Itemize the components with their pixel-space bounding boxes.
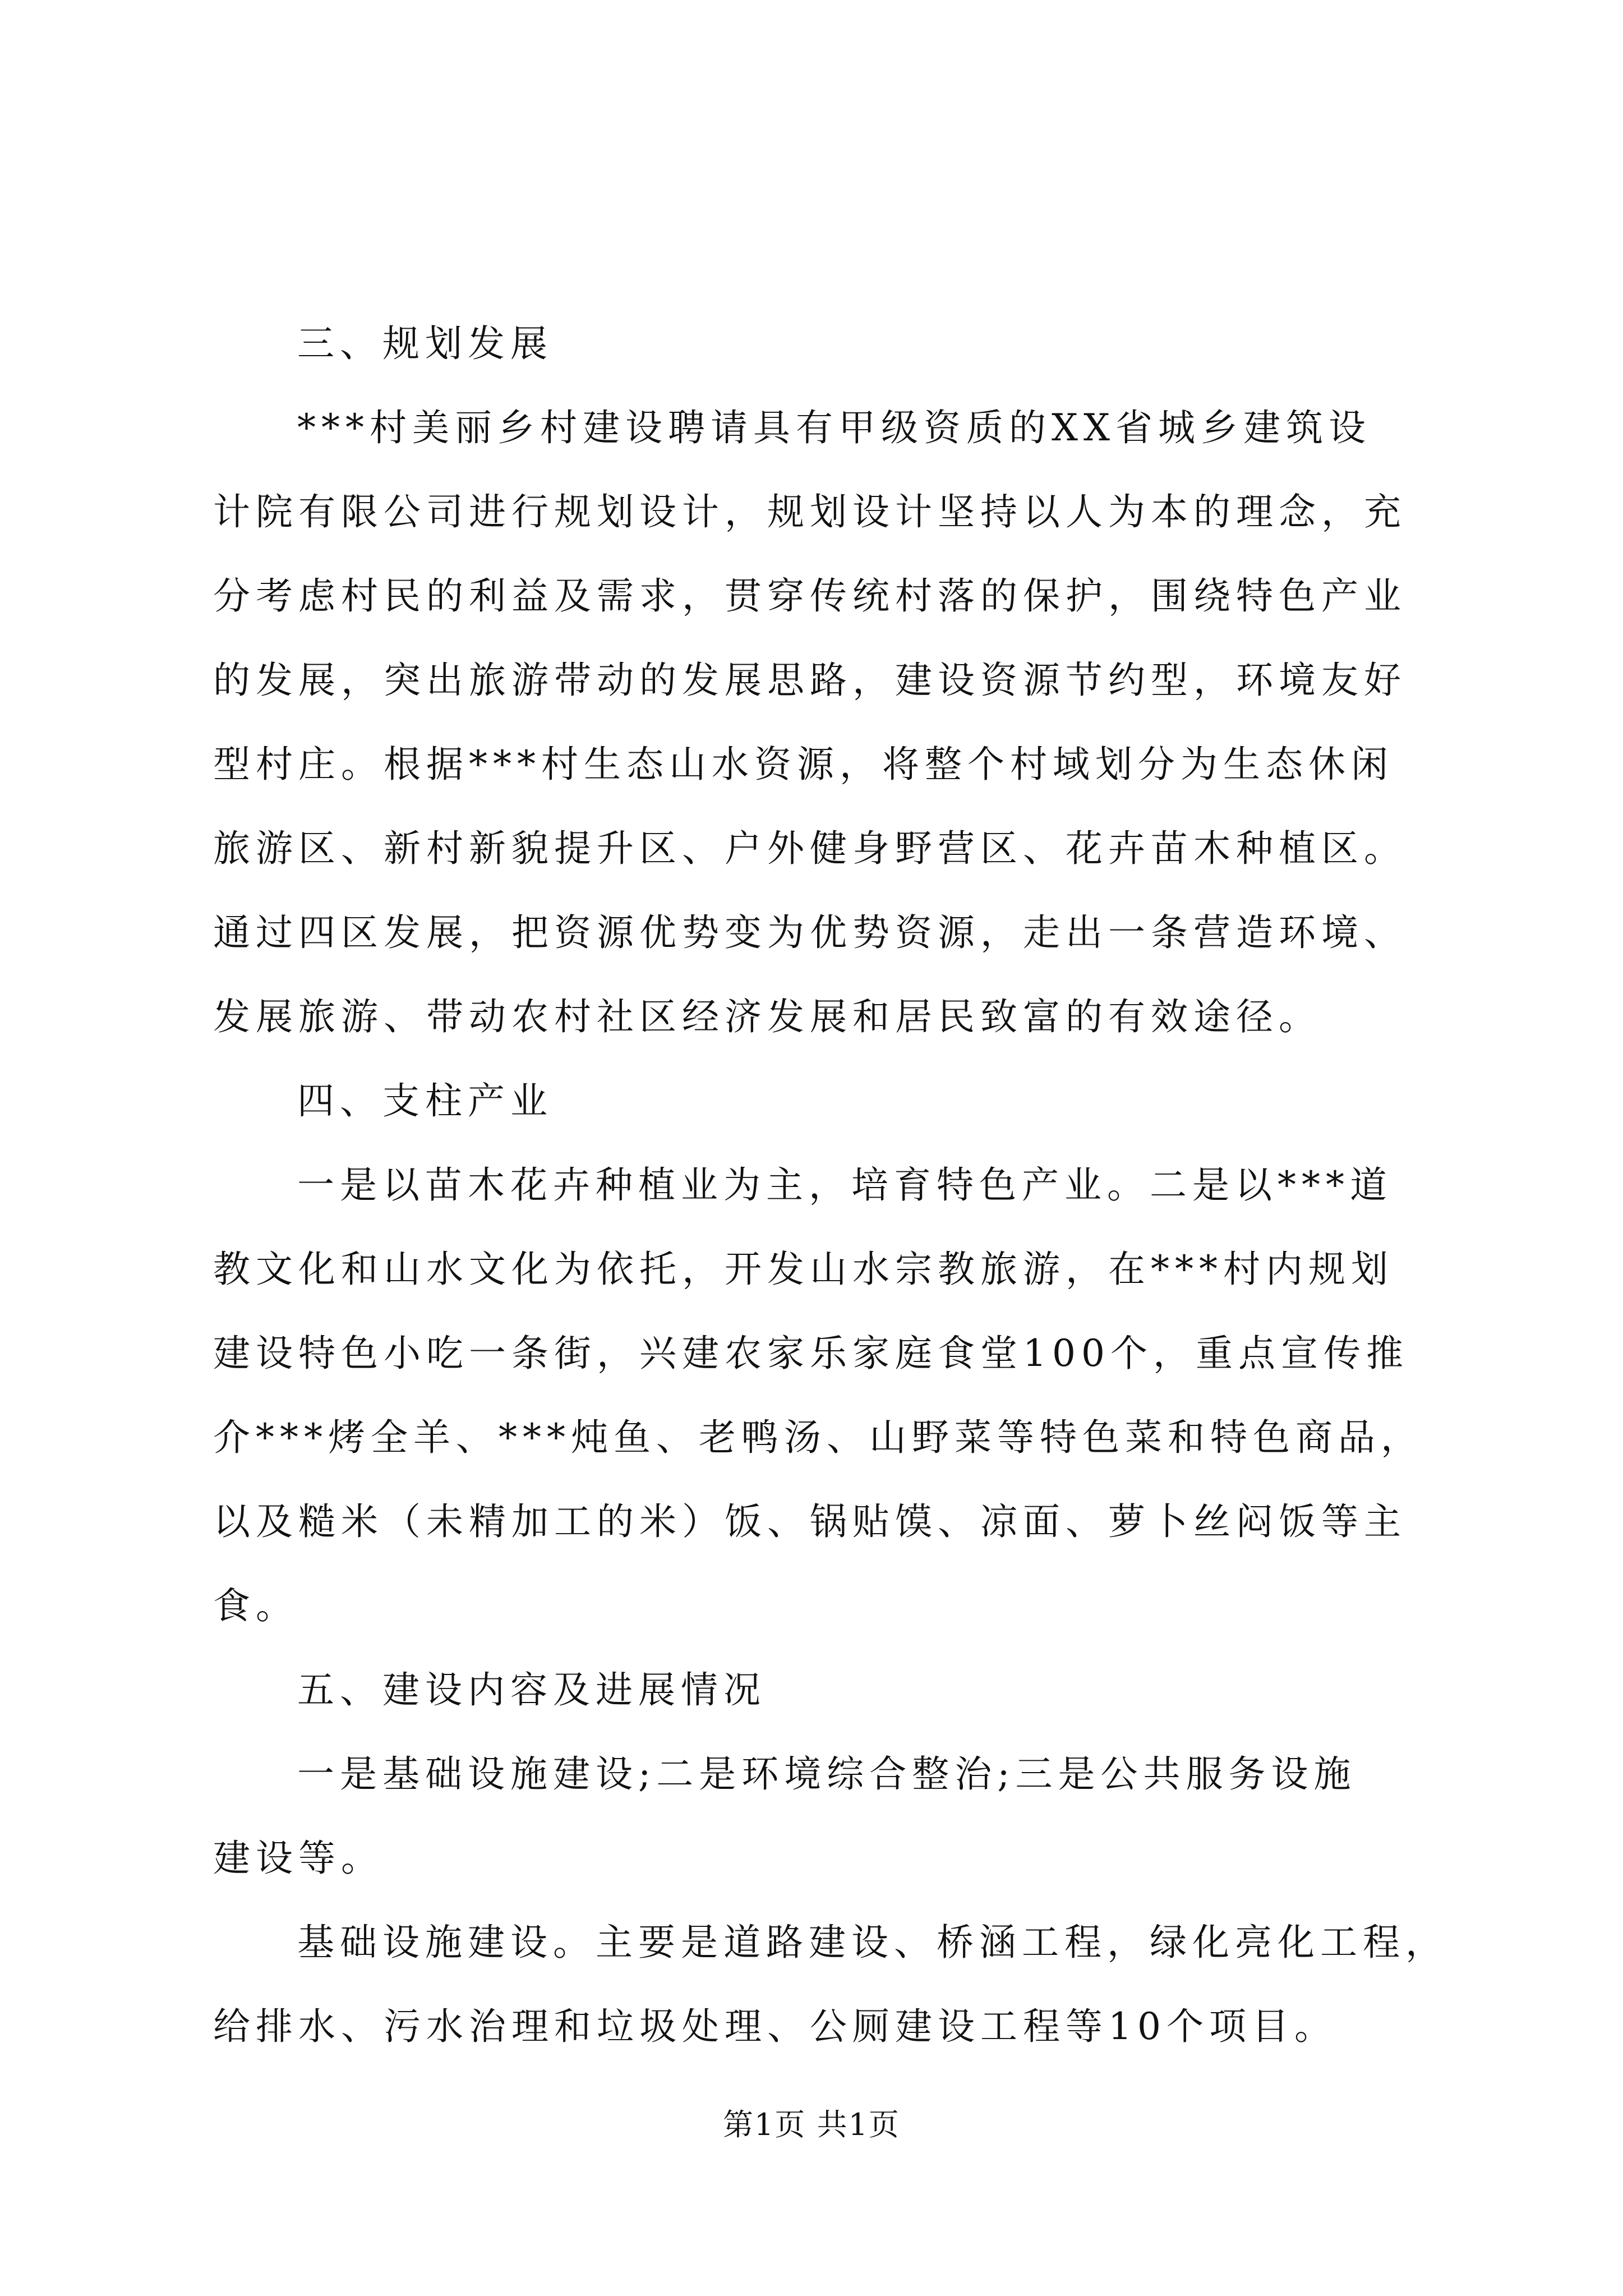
paragraph-line: 教文化和山水文化为依托，开发山水宗教旅游，在***村内规划 <box>213 1248 1394 1291</box>
paragraph-line: 以及糙米（未精加工的米）饭、锅贴馍、凉面、萝卜丝闷饭等主 <box>213 1500 1407 1543</box>
paragraph-line: ***村美丽乡村建设聘请具有甲级资质的XX省城乡建筑设 <box>297 406 1371 449</box>
paragraph-line: 发展旅游、带动农村社区经济发展和居民致富的有效途径。 <box>213 995 1321 1038</box>
page-number-footer: 第1页 共1页 <box>723 2107 900 2142</box>
paragraph-line: 分考虑村民的利益及需求，贯穿传统村落的保护，围绕特色产业 <box>213 574 1407 618</box>
section-heading-planning: 三、规划发展 <box>297 322 553 365</box>
paragraph-line: 建设特色小吃一条街，兴建农家乐家庭食堂100个，重点宣传推 <box>213 1332 1409 1375</box>
paragraph-line: 计院有限公司进行规划设计，规划设计坚持以人为本的理念，充 <box>213 490 1407 533</box>
paragraph-line: 旅游区、新村新貌提升区、户外健身野营区、花卉苗木种植区。 <box>213 827 1407 870</box>
paragraph-line: 介***烤全羊、***炖鱼、老鸭汤、山野菜等特色菜和特色商品， <box>213 1416 1423 1459</box>
section-heading-construction: 五、建设内容及进展情况 <box>297 1668 766 1711</box>
paragraph-line: 给排水、污水治理和垃圾处理、公厕建设工程等10个项目。 <box>213 2005 1337 2048</box>
paragraph-line: 一是以苗木花卉种植业为主，培育特色产业。二是以***道 <box>297 1163 1393 1207</box>
paragraph-line: 通过四区发展，把资源优势变为优势资源，走出一条营造环境、 <box>213 911 1407 954</box>
document-body <box>213 302 1448 2069</box>
paragraph-line: 食。 <box>213 1584 298 1627</box>
paragraph-line: 的发展，突出旅游带动的发展思路，建设资源节约型，环境友好 <box>213 659 1407 702</box>
paragraph-line: 建设等。 <box>213 1837 384 1880</box>
paragraph-line: 基础设施建设。主要是道路建设、桥涵工程，绿化亮化工程， <box>297 1921 1448 1964</box>
paragraph-line: 一是基础设施建设;二是环境综合整治;三是公共服务设施 <box>297 1752 1357 1796</box>
paragraph-line: 型村庄。根据***村生态山水资源，将整个村域划分为生态休闲 <box>213 743 1394 786</box>
section-heading-pillar-industry: 四、支柱产业 <box>297 1079 553 1122</box>
